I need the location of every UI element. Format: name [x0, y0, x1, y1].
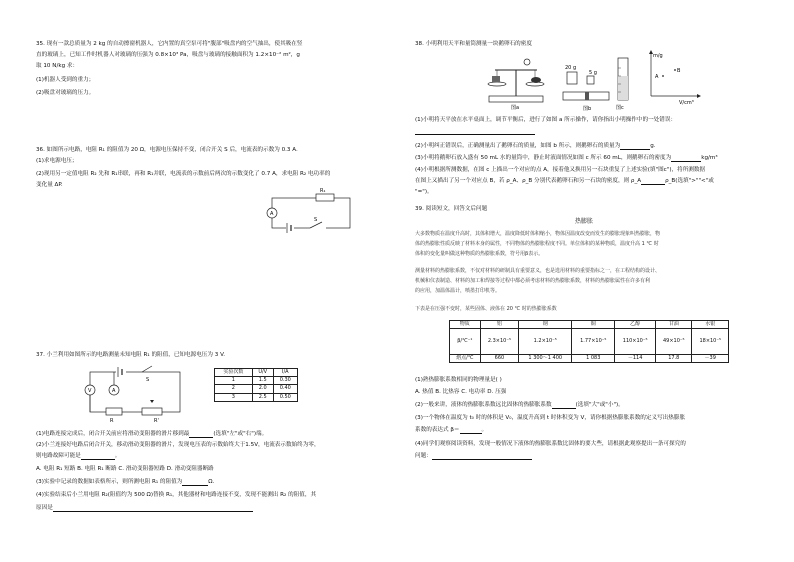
q35-stem-line3: 取 10 N/kg 求：	[36, 63, 79, 69]
q36-sub2b: 变化量 ΔP.	[36, 182, 63, 188]
q39-th-ethanol: 乙醇	[615, 321, 656, 329]
q37-th-i: I/A	[273, 369, 297, 377]
q36-r1-label: R₁	[320, 188, 326, 194]
q39-th-glycerin: 甘油	[656, 321, 692, 329]
q36-stem: 36. 如图所示电路，电阻 R₁ 的阻值为 20 Ω，电源电压保持不变，闭合开关 S 后，电流表的示数为 0.3 A.	[36, 147, 298, 153]
q37-sub3: (3)实验中记录的数据如表格所示，则所测电阻 R₁ 的阻值为 Ω.	[36, 479, 215, 485]
q39-th-substance: 物质	[450, 321, 481, 329]
q36-sub2a: (2)现用另一定值电阻 R₂ 先和 R₁串联，再和 R₁并联，电流表的示数前后两次的示数变化了 0.7 A，求电阻 R₂ 电功率的	[36, 171, 331, 177]
q37-switch-symbol	[142, 366, 152, 372]
q39-sub3-blank[interactable]	[460, 427, 482, 434]
q38-point-a-label: A	[655, 74, 659, 80]
q37-circuit-figure	[80, 364, 190, 422]
q38-point-b-mark	[674, 69, 676, 71]
q38-weights-figure	[561, 60, 611, 112]
q38-fig-c-label: 图c	[616, 105, 624, 111]
q36-sub1: (1)求电源电压；	[36, 158, 78, 164]
q39-th-cu: 铜	[572, 321, 615, 329]
q37-switch-label: S	[146, 377, 150, 383]
q38-sub2: (2)小明纠正错误后，正确测量出了鹅卵石的质量，如图 b 所示，则鹅卵石的质量为 g.	[415, 143, 656, 149]
table-row: 3 2.5 0.50	[215, 393, 298, 401]
q38-mv-graph	[641, 48, 703, 106]
q36-switch-label: S	[314, 217, 318, 223]
q38-axis-y-label: m/g	[653, 53, 663, 59]
q39-expansion-table	[449, 320, 729, 363]
q38-sub4a: (4)小明根据所测数据，在图 c 上描出一个对应的点 A，接着他又换用另一石块重复了上述实验(填"图c")，将所测数据	[415, 167, 706, 173]
q37-sub4b: 原因是	[36, 505, 253, 512]
q37-data-table	[214, 368, 298, 402]
q39-para1c: 体积的变化量叫做这种物质的热膨胀系数，符号用β表示。	[415, 251, 544, 257]
q39-para1a: 大多数物质在温度升高时，其体积增大，温度降低时体积缩小，物体因温度改变而发生的膨胀现象叫热膨胀，物	[415, 231, 661, 237]
resistor-r1-symbol	[316, 194, 334, 201]
q39-sub3b: 系数的表达式 β＝ 。	[415, 427, 488, 433]
table-row: 熔点/℃ 660 1 300～1 400 1 083 －114 17.8 －39	[450, 355, 729, 363]
q38-sub1: (1)小明将天平放在水平桌面上，调节平衡后，进行了如图 a 所示操作，请你指出小明操作中的一处错误：	[415, 117, 677, 123]
q38-point-a-mark	[662, 75, 664, 77]
q37-sub2b: 则电路故障可能是 。	[36, 453, 121, 459]
pebble-icon	[531, 77, 541, 83]
q39-sub3a: (3)一个物体在温度为 t₀ 时的体积是 V₀，温度升高到 t 时体积变为 V，请你根据热膨胀系数的定义写出热膨胀	[415, 415, 686, 421]
q37-rheostat-label: R'	[154, 418, 159, 422]
q37-th-trial: 实验次数	[215, 369, 253, 377]
table-row: β/℃⁻¹ 2.3×10⁻⁵ 1.2×10⁻⁵ 1.77×10⁻⁵ 110×10⁻⁵ 49×10⁻⁵ 18×10⁻⁵	[450, 329, 729, 355]
table-row: 2 2.0 0.40	[215, 385, 298, 393]
q39-th-mercury: 水银	[692, 321, 729, 329]
q37-voltmeter-label: V	[88, 388, 92, 394]
q38-sub4b: 在图上又描出了另一个对应点 B，若 ρ_A、ρ_B 分别代表鹅卵石和另一石块的密度，则 ρ_A ρ_B(选填">""<"或	[415, 178, 714, 184]
q37-sub2-blank[interactable]	[81, 453, 115, 460]
q37-th-u: U/V	[252, 369, 273, 377]
q37-sub4a: (4)实验结束后小兰用电阻 R₂(阻值约为 500 Ω)替换 R₁，其他器材和电路连接不变，发现不能测出 R₂ 的阻值，其	[36, 492, 317, 498]
weight-block-icon	[492, 76, 500, 82]
q37-sub1: (1)电路连接完成后，闭合开关前应将滑动变阻器的滑片移到最 (选填"左"或"右")端。	[36, 431, 268, 437]
q37-sub1-blank[interactable]	[189, 431, 213, 438]
q36-circuit-figure	[264, 188, 364, 236]
q38-sub2-blank[interactable]	[620, 143, 650, 150]
q37-sub2a: (2)小兰连接好电路后闭合开关，移动滑动变阻器的滑片，发现电压表的示数始终大于1.5V，电流表示数始终为零，	[36, 442, 320, 448]
q38-sub4c: "=")。	[415, 189, 433, 195]
q38-sub3: (3)小明将鹅卵石放入盛有 50 mL 水的量筒中，静止时液面情况如图 c 所示 60 mL，则鹅卵石的密度为 kg/m³	[415, 155, 718, 161]
q38-weight-5g: 5 g	[589, 70, 597, 76]
q37-r-label: R	[110, 418, 114, 422]
q38-sub1-answer-line	[415, 128, 535, 135]
q38-weight-20g: 20 g	[565, 65, 577, 71]
q38-fig-a-label: 图a	[511, 105, 520, 110]
q39-options: A. 热值 B. 比热容 C. 电功率 D. 压强	[415, 389, 507, 395]
q38-point-b-label: B	[677, 68, 681, 74]
q39-para2a: 测量材料的热膨胀系数，不仅对材料的研制具有重要意义，也是选用材料的重要指标之一，在工程结构的设计、	[415, 268, 661, 274]
q39-sub2-blank[interactable]	[552, 402, 576, 409]
hand-icon	[524, 59, 530, 65]
q35-sub1: (1)机器人受到的重力；	[36, 77, 95, 83]
q38-axis-x-label: V/cm³	[679, 100, 694, 106]
q39-stem: 39. 阅读短文，回答文后问题	[415, 206, 488, 212]
q35-sub2: (2)吸盘对玻璃的压力。	[36, 90, 95, 96]
q37-rheostat-symbol	[142, 408, 162, 415]
q39-sub1: (1)熟热膨胀系数相同的物理量是( )	[415, 377, 502, 383]
q39-sub4a: (4)同学们观察阅读资料，发现一般情况下液体的热膨胀系数比固体的要大些，请根据此观察提出一条可探究的	[415, 441, 686, 447]
q39-th-al: 铝	[480, 321, 519, 329]
q35-stem-line2: 直的玻璃上，已知工作时机器人对玻璃的压强为 0.8×10³ Pa，吸盘与玻璃的接触面积为 1.2×10⁻² m²，g	[36, 52, 300, 58]
q37-sub4-blank[interactable]	[53, 505, 253, 512]
q39-para1b: 体的热膨胀性质反映了材料本身的属性，不同物体的热膨胀程度不同。单位体积的某种物质，温度升高 1 ℃ 时	[415, 241, 659, 247]
q38-fig-b-label: 图b	[583, 106, 592, 112]
q37-resistor-symbol	[106, 408, 122, 415]
q37-sub3-blank[interactable]	[182, 479, 208, 486]
q38-cylinder-figure	[612, 54, 634, 112]
q39-sub4-blank[interactable]	[432, 453, 532, 460]
table-row: 1 1.5 0.30	[215, 377, 298, 385]
q39-para3: 下表是在压强不变时，某些固体、液体在 20 ℃ 时的热膨胀系数	[415, 306, 557, 312]
q38-sub1-blank[interactable]	[415, 128, 535, 135]
q37-stem: 37. 小兰利用如图所示的电路测量未知电阻 R₁ 的阻值，已知电源电压为 3 V.	[36, 352, 225, 358]
q39-passage-title: 热膨胀	[575, 218, 594, 225]
q38-balance-figure	[483, 54, 549, 110]
q36-ammeter-label: A	[270, 211, 274, 217]
q35-stem-line1: 35. 现有一款总质量为 2 kg 的自动擦窗机器人，它内置的真空泵可将"腹部"吸盘内的空气抽出，使其吸在竖	[36, 41, 303, 47]
q38-sub3-blank[interactable]	[671, 155, 701, 162]
q39-sub4b: 问题：	[415, 453, 532, 460]
q39-sub2: (2)一般来讲，液体的热膨胀系数远比固体的热膨胀系数 (选填"大"或"小")。	[415, 402, 624, 408]
q37-ammeter-label: A	[112, 388, 116, 394]
q37-options: A. 电阻 R₁ 短路 B. 电阻 R₁ 断路 C. 滑动变阻器短路 D. 滑动变阻器断路	[36, 466, 214, 472]
q39-para2b: 机械和仪表制造、材料的加工和焊接等过程中都必须考虑材料的热膨胀系数，材料的热膨胀属性在许多有利	[415, 278, 651, 284]
q39-para2c: 的应用，加温体温计，喷墨打印机等。	[415, 288, 501, 294]
q39-th-steel: 钢	[519, 321, 572, 329]
q38-stem: 38. 小明利用天平和量筒测量一块鹅卵石的密度	[415, 41, 532, 47]
q38-sub4-blank[interactable]	[641, 178, 665, 185]
